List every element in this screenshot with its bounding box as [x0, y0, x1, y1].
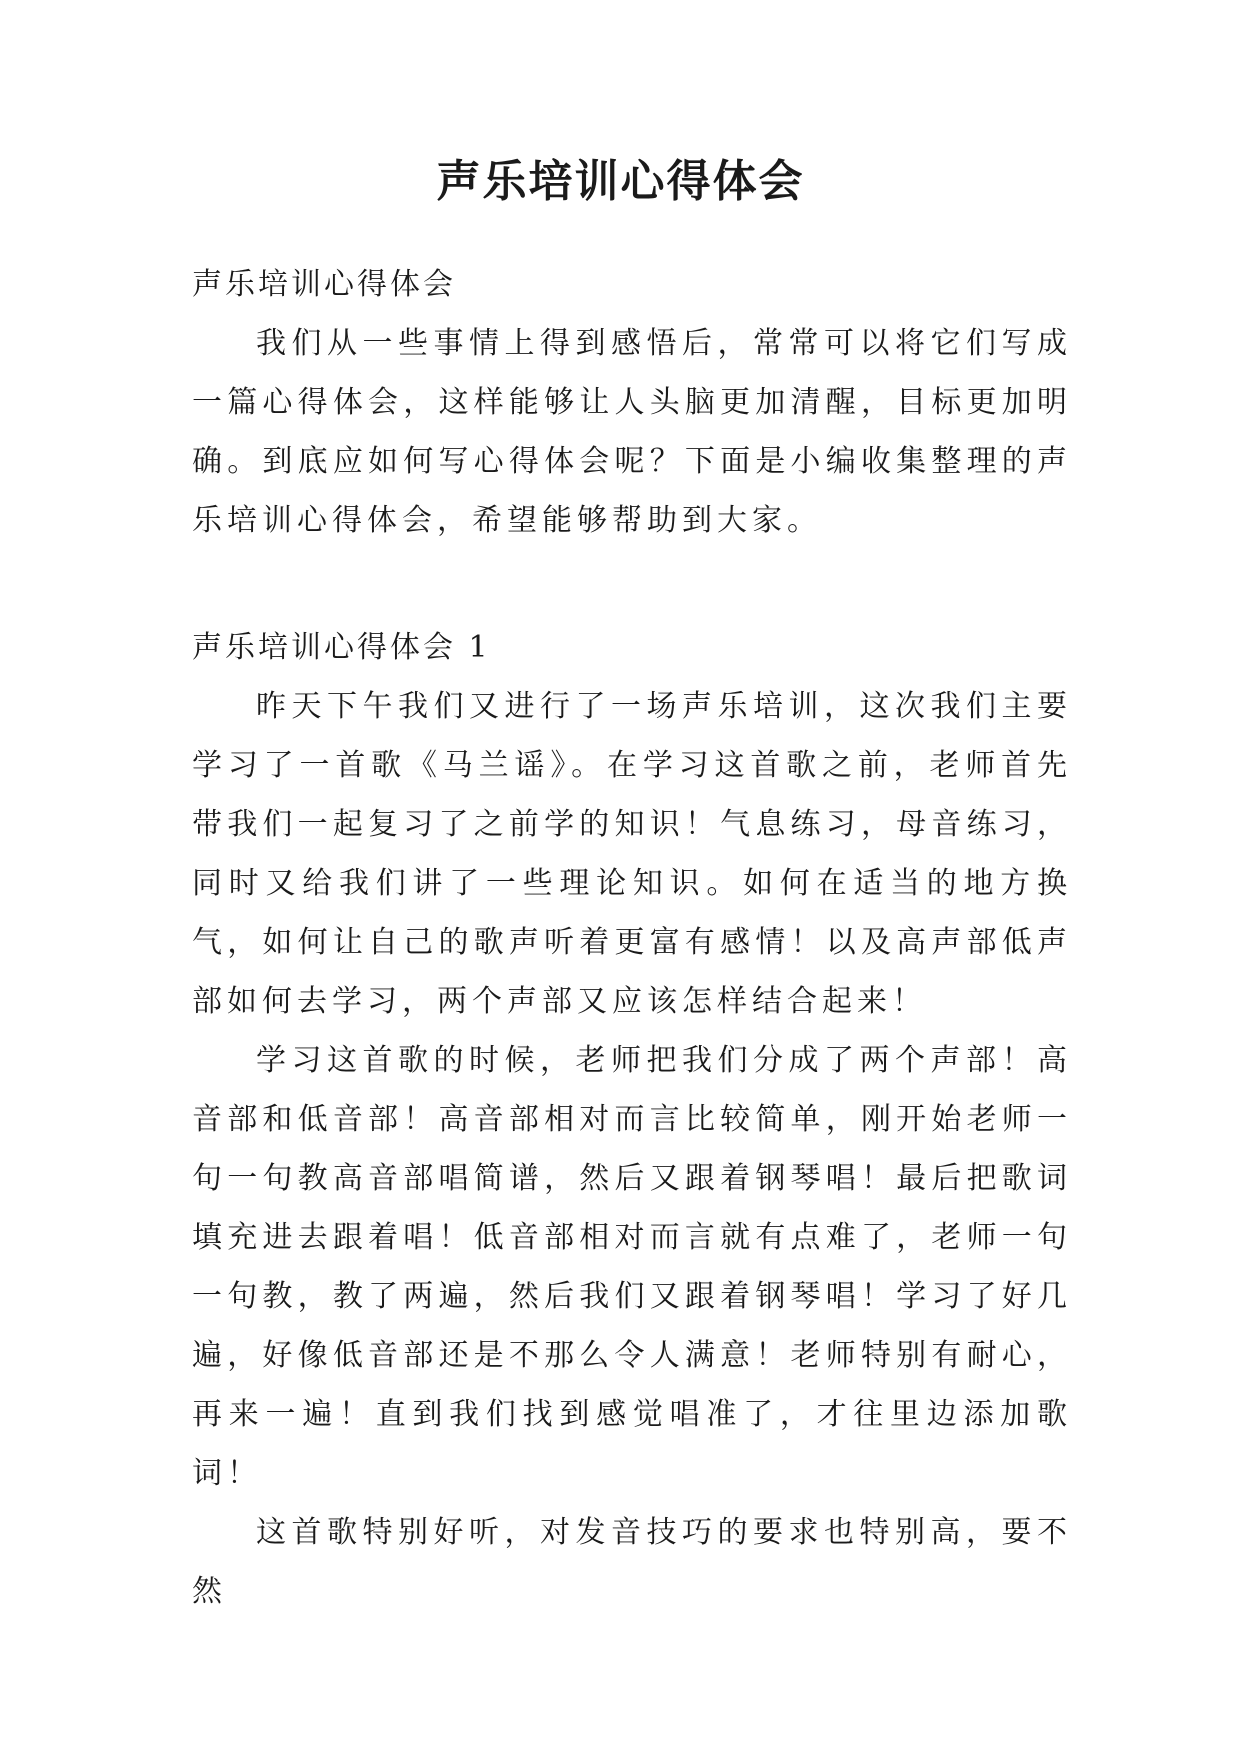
intro-heading: 声乐培训心得体会	[192, 267, 456, 302]
intro-paragraph: 我们从一些事情上得到感悟后，常常可以将它们写成一篇心得体会，这样能够让人头脑更加清醒，目标更加明确。到底应如何写心得体会呢？下面是小编收集整理的声乐培训心得体会，希望能够帮助到大家。	[192, 326, 1072, 538]
intro-body	[192, 314, 1072, 550]
section-1-body	[192, 677, 1072, 1621]
section-1-paragraph: 这首歌特别好听，对发音技巧的要求也特别高，要不然	[192, 1515, 1072, 1609]
section-1-paragraph: 昨天下午我们又进行了一场声乐培训，这次我们主要学习了一首歌《马兰谣》。在学习这首歌之前，老师首先带我们一起复习了之前学的知识！气息练习，母音练习，同时又给我们讲了一些理论知识。如何在适当的地方换气，如何让自己的歌声听着更富有感情！以及高声部低声部如何去学习，两个声部又应该怎样结合起来！	[192, 689, 1072, 1019]
section-1-heading: 声乐培训心得体会 1	[192, 630, 491, 665]
document-title: 声乐培训心得体会	[436, 156, 805, 207]
section-1-paragraph: 学习这首歌的时候，老师把我们分成了两个声部！高音部和低音部！高音部相对而言比较简单，刚开始老师一句一句教高音部唱简谱，然后又跟着钢琴唱！最后把歌词填充进去跟着唱！低音部相对而言就有点难了，老师一句一句教，教了两遍，然后我们又跟着钢琴唱！学习了好几遍，好像低音部还是不那么令人满意！老师特别有耐心，再来一遍！直到我们找到感觉唱准了，才往里边添加歌词！	[192, 1043, 1072, 1491]
